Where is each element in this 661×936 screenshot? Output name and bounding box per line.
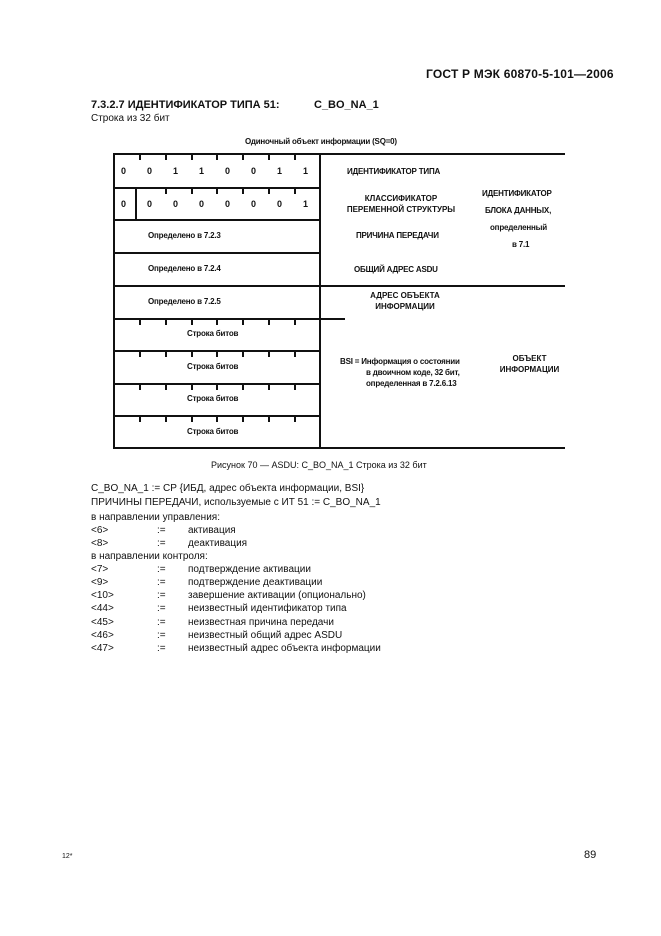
ioa-bracket-bottom	[320, 318, 345, 320]
assign-symbol: :=	[157, 525, 166, 536]
bit-value: 0	[173, 199, 179, 209]
row-ca-definition: Определено в 7.2.4	[148, 264, 221, 273]
cause-code: <8>	[91, 538, 109, 549]
cot-label: ПРИЧИНА ПЕРЕДАЧИ	[356, 231, 439, 240]
assign-symbol: :=	[157, 577, 166, 588]
bit-tick	[191, 352, 193, 357]
dui-label-line: ИДЕНТИФИКАТОР	[482, 189, 552, 198]
bitstring-row: Строка битов	[187, 427, 239, 436]
row-ioa-definition: Определено в 7.2.5	[148, 297, 221, 306]
bit-tick	[165, 385, 167, 390]
bit-value: 0	[147, 166, 153, 176]
bit-value: 0	[251, 166, 257, 176]
bit-tick	[216, 155, 218, 160]
bit-tick	[294, 189, 296, 194]
bit-tick	[216, 417, 218, 422]
bit-tick	[191, 417, 193, 422]
document-header: ГОСТ Р МЭК 60870-5-101—2006	[426, 67, 614, 81]
type-id-label: ИДЕНТИФИКАТОР ТИПА	[347, 167, 441, 176]
definition-line: ПРИЧИНЫ ПЕРЕДАЧИ, используемые с ИТ 51 := С_BO_NA_1	[91, 497, 381, 508]
cause-code: <45>	[91, 617, 114, 628]
bit-tick	[165, 417, 167, 422]
bit-tick	[242, 352, 244, 357]
dui-label-line: определенный	[490, 223, 548, 232]
bit-value: 0	[121, 166, 127, 176]
bit-tick	[165, 155, 167, 160]
cause-code: <46>	[91, 630, 114, 641]
bit-value: 1	[303, 166, 309, 176]
bit-tick	[191, 385, 193, 390]
bit-value: 0	[121, 199, 127, 209]
bit-value: 1	[173, 166, 179, 176]
cause-text: неизвестный идентификатор типа	[188, 603, 347, 614]
bit-tick	[294, 385, 296, 390]
assign-symbol: :=	[157, 630, 166, 641]
figure-caption: Рисунок 70 — ASDU: С_BO_NA_1 Строка из 32 бит	[211, 460, 427, 470]
cause-text: завершение активации (опционально)	[188, 590, 366, 601]
bsi-label-line: BSI = Информация о состоянии	[340, 357, 460, 366]
bsi-label-line: в двоичном коде, 32 бит,	[366, 368, 460, 377]
cause-text: деактивация	[188, 538, 248, 549]
dui-label-line: БЛОКА ДАННЫХ,	[485, 206, 552, 215]
bit-value: 0	[251, 199, 257, 209]
section-code: С_BO_NA_1	[314, 99, 379, 111]
bit-tick	[216, 385, 218, 390]
bit-tick	[294, 352, 296, 357]
section-subtitle: Строка из 32 бит	[91, 113, 170, 124]
bit-tick	[242, 417, 244, 422]
bitstring-row: Строка битов	[187, 362, 239, 371]
row-divider	[113, 252, 320, 254]
dui-label-line: в 7.1	[512, 240, 530, 249]
bit-tick	[294, 155, 296, 160]
bit-tick	[165, 352, 167, 357]
monitor-direction-heading: в направлении контроля:	[91, 551, 208, 562]
cause-text: активация	[188, 525, 236, 536]
diagram-bottom-line	[113, 447, 565, 449]
assign-symbol: :=	[157, 617, 166, 628]
cause-code: <47>	[91, 643, 114, 654]
diagram-mid-line	[319, 153, 321, 449]
bit-value: 0	[147, 199, 153, 209]
bit-tick	[268, 385, 270, 390]
bit-value: 1	[277, 166, 283, 176]
cause-code: <9>	[91, 577, 109, 588]
cause-code: <10>	[91, 590, 114, 601]
bit-tick	[268, 352, 270, 357]
cause-text: неизвестный адрес объекта информации	[188, 643, 381, 654]
bit-tick	[268, 189, 270, 194]
bit-tick	[216, 320, 218, 325]
bit-tick	[268, 155, 270, 160]
bit-tick	[139, 417, 141, 422]
assign-symbol: :=	[157, 603, 166, 614]
bit-value: 0	[225, 199, 231, 209]
cause-code: <44>	[91, 603, 114, 614]
bit-value: 0	[199, 199, 205, 209]
row-divider	[113, 219, 320, 221]
bit-tick	[191, 320, 193, 325]
cause-text: неизвестный общий адрес ASDU	[188, 630, 343, 641]
cause-text: подтверждение деактивации	[188, 577, 323, 588]
bitstring-row: Строка битов	[187, 329, 239, 338]
ca-label: ОБЩИЙ АДРЕС ASDU	[354, 265, 438, 274]
bit-value: 0	[225, 166, 231, 176]
bit-tick	[139, 385, 141, 390]
bit-tick	[242, 385, 244, 390]
bit-tick	[139, 320, 141, 325]
diagram-left-line	[113, 153, 115, 449]
bit-value: 1	[199, 166, 205, 176]
footer-mark: 12*	[62, 853, 73, 860]
vsq-label: КЛАССИФИКАТОР ПЕРЕМЕННОЙ СТРУКТУРЫ	[346, 194, 456, 214]
bsi-label-line: определенная в 7.2.6.13	[366, 379, 457, 388]
bit-tick	[242, 320, 244, 325]
bit-value: 0	[277, 199, 283, 209]
ioa-label: АДРЕС ОБЪЕКТА ИНФОРМАЦИИ	[370, 291, 440, 311]
bit-tick	[294, 417, 296, 422]
bit-tick	[216, 189, 218, 194]
row-divider	[113, 285, 320, 287]
diagram-title: Одиночный объект информации (SQ=0)	[245, 137, 397, 146]
definition-line: С_BO_NA_1 := СР {ИБД, адрес объекта информации, BSI}	[91, 483, 365, 494]
bit-tick	[139, 352, 141, 357]
assign-symbol: :=	[157, 590, 166, 601]
bit-separator	[135, 187, 137, 219]
bit-tick	[294, 320, 296, 325]
diagram-top-line	[113, 153, 565, 155]
bit-value: 1	[303, 199, 309, 209]
bit-tick	[191, 189, 193, 194]
bit-tick	[191, 155, 193, 160]
assign-symbol: :=	[157, 643, 166, 654]
bitstring-row: Строка битов	[187, 394, 239, 403]
cause-text: подтверждение активации	[188, 564, 311, 575]
cause-code: <7>	[91, 564, 109, 575]
page-number: 89	[584, 849, 597, 861]
bit-tick	[165, 189, 167, 194]
control-direction-heading: в направлении управления:	[91, 512, 220, 523]
bit-tick	[139, 155, 141, 160]
bit-tick	[216, 352, 218, 357]
assign-symbol: :=	[157, 564, 166, 575]
cause-text: неизвестная причина передачи	[188, 617, 334, 628]
bit-tick	[165, 320, 167, 325]
bit-tick	[242, 189, 244, 194]
cause-code: <6>	[91, 525, 109, 536]
right-divider	[320, 285, 565, 287]
assign-symbol: :=	[157, 538, 166, 549]
bit-tick	[242, 155, 244, 160]
bit-tick	[268, 417, 270, 422]
section-title: 7.3.2.7 ИДЕНТИФИКАТОР ТИПА 51:	[91, 99, 280, 111]
info-object-label: ОБЪЕКТ ИНФОРМАЦИИ	[499, 354, 560, 374]
bit-tick	[268, 320, 270, 325]
row-cot-definition: Определено в 7.2.3	[148, 231, 221, 240]
